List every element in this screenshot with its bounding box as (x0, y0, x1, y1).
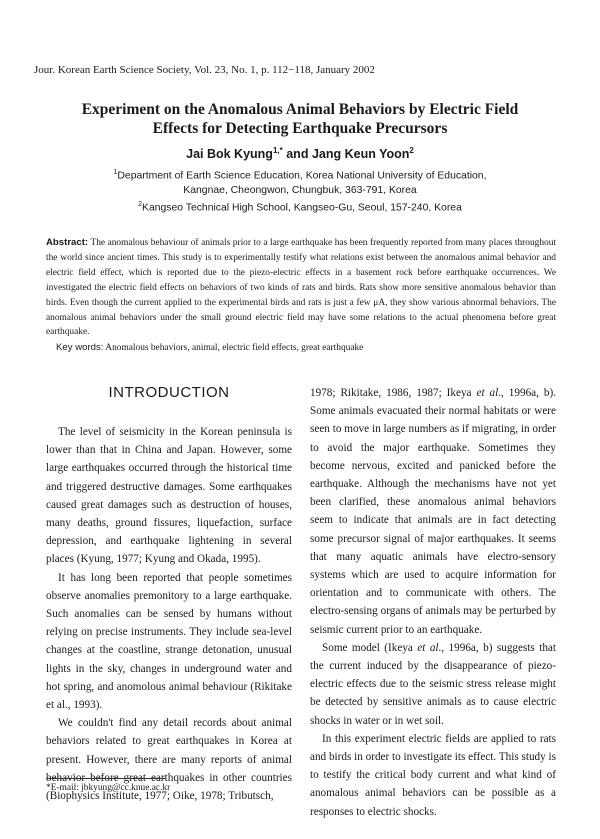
intro-paragraph-4 (310, 639, 556, 730)
intro-paragraph-1: The level of seismicity in the Korean peninsula is lower than that in China and Japan. However, some large earthquakes occurred through the historical time and triggered destructive damages. Some earthquakes caused great damages such as destruction of houses, many deaths, ground fissures, liquefaction, surface depression, and earthquake lightening in several places (Kyung, 1977; Kyung and Okada, 1995). (46, 426, 292, 566)
r1-post: ., 1996a, b) suggests that the current induced by the disappearance of piezo-electric effects due to the seismic stress release might be detected by sensitive animals as to cause electric shocks in water or in wet soil. (310, 641, 556, 727)
r1-etal: et al (417, 641, 439, 654)
author-and: and (286, 147, 309, 162)
author-2-sup: 2 (409, 146, 414, 155)
author-1: Jai Bok Kyung (186, 147, 273, 162)
title-line-2: Effects for Detecting Earthquake Precursors (152, 120, 448, 137)
r0-post: ., 1996a, b). Some animals evacuated their normal habitats or were seen to move in large numbers as if migrating, in order to avoid the major earthquake. Sometimes they become nervous, excited and panicked before the earthquake. Although the mechanisms have not yet been clarified, these anomalous animal behaviors seem to indicate that animals are in fact detecting some precursor signal of major earthquakes. It seems that many aquatic animals have electro-sensory systems which are used to acquire information for orientation and to communicate with others. The electro-sensing organs of animals may be perturbed by seismic current prior to an earthquake. (310, 387, 556, 636)
author-1-sup: 1,* (272, 146, 283, 155)
intro-paragraph-3: We couldn't find any detail records about animal behaviors related to great earthquakes in Korea at present. However, there are many reports of animal behavior before great earthquakes in other countries (Biophysics Institute, 1977; Oike, 1978; Tributsch, (46, 717, 292, 803)
intro-paragraph-2: It has long been reported that people sometimes observe anomalies premonitory to a large earthquake. Such anomalies can be sensed by humans without relying on precise instruments. They include sea-level changes at the coastline, strange detonation, unusual lights in the sky, changes in underground water and hot spring, and anomolous animal behaviour (Rikitake et al., 1993). (46, 571, 292, 712)
author-2: Jang Keun Yoon (311, 147, 410, 162)
affil-1-line-1: Department of Earth Science Education, Korea National University of Education, (117, 170, 487, 182)
affil-2-sup: 2 (138, 201, 143, 209)
affil-1-line-2: Kangnae, Cheongwon, Chungbuk, 363-791, Korea (183, 184, 417, 196)
intro-paragraph-3-cont (310, 384, 556, 639)
author-list (40, 146, 560, 161)
abstract (46, 236, 556, 340)
r1-pre: Some model (Ikeya (322, 641, 418, 654)
abstract-label: Abstract: (46, 237, 89, 248)
abstract-text: The anomalous behaviour of animals prior to a large earthquake has been frequently reported from many places throughout the world since ancient times. This study is to experimentally testify what relations exist between the anomalous animal behavior and electric field effect, which is reported due to the piezo-electric effects in a basement rock before earthquake occurrences. We investigated the electric field effects on behaviors of two kinds of rats and birds. Rats show more sensitive anomalous behavior than birds. Even though the current applied to the experimental birds and rats is just a few μA, they show various abnormal behaviors. The anomalous animal behaviors under the small ground electric field may have some relations to the actual phenomena before great earthquake. (46, 238, 556, 338)
affil-1-sup: 1 (113, 169, 118, 176)
footnote-rule (46, 778, 166, 779)
intro-heading: INTRODUCTION (108, 384, 230, 401)
keywords-label: Key words: (56, 342, 104, 353)
footnote-email: *E-mail: jbkyung@cc.knue.ac.kr (46, 783, 171, 793)
keywords (56, 342, 556, 353)
title-line-1: Experiment on the Anomalous Animal Behaviors by Electric Field (81, 101, 519, 118)
journal-header: Jour. Korean Earth Science Society, Vol. 23, No. 1, p. 112−118, January 2002 (34, 64, 375, 76)
left-column (46, 384, 292, 805)
intro-paragraph-5: In this experiment electric fields are applied to rats and birds in order to investigate its effect. This study is to testify the critical body current and what kind of anomalous animal behaviors can be possible as a responses to electric shocks. (310, 732, 556, 818)
right-column (310, 384, 556, 821)
keywords-text: Anomalous behaviors, animal, electric field effects, great earthquake (105, 343, 364, 353)
r0-etal: et al (476, 387, 499, 399)
affil-2: Kangseo Technical High School, Kangseo-Gu, Seoul, 157-240, Korea (142, 202, 462, 214)
r0-pre: 1978; Rikitake, 1986, 1987; Ikeya (310, 387, 477, 399)
affiliations (60, 166, 540, 216)
paper-title (40, 100, 560, 138)
